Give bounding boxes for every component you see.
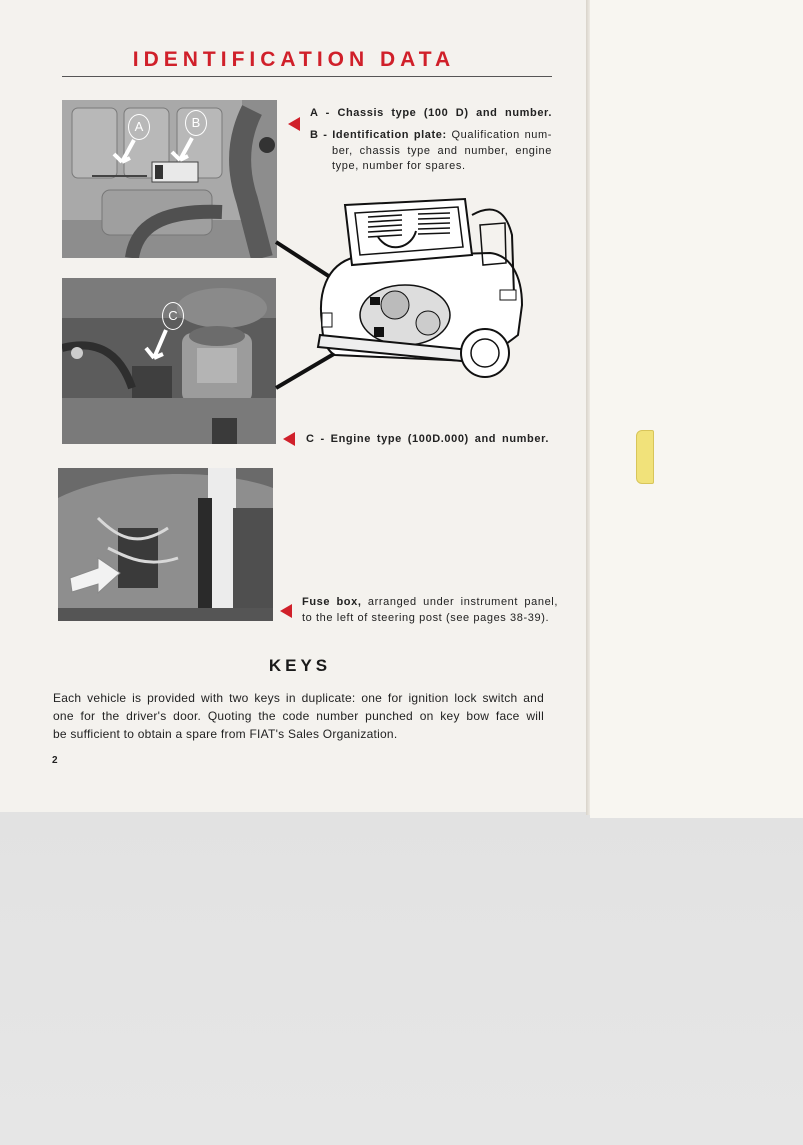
photo-engine bbox=[62, 278, 276, 444]
callout-a-prefix: A - bbox=[310, 107, 338, 119]
marker-a-icon bbox=[288, 117, 300, 131]
callout-fuse bbox=[302, 595, 558, 626]
callout-a bbox=[310, 106, 552, 122]
label-c-circle: C bbox=[162, 302, 184, 330]
callout-b-line-1: Qualification num- bbox=[451, 129, 553, 141]
callout-c bbox=[306, 432, 549, 448]
photo-chassis-plate bbox=[62, 100, 277, 258]
title-rule bbox=[62, 76, 552, 77]
callout-fuse-line-1: arranged under instrument panel, bbox=[367, 596, 559, 608]
callout-a-label: Chassis type (100 D) and number. bbox=[337, 107, 552, 119]
label-a-circle: A bbox=[128, 114, 150, 140]
page-number: 2 bbox=[52, 755, 58, 766]
callout-b-line-3: type, number for spares. bbox=[332, 160, 466, 172]
keys-line-3: be sufficient to obtain a spare from FIAT's Sales Organization. bbox=[53, 727, 398, 741]
keys-paragraph bbox=[53, 689, 544, 743]
marker-fuse-icon bbox=[280, 604, 292, 618]
photo-fuse-box bbox=[58, 468, 273, 621]
callout-b-prefix: B - bbox=[310, 129, 333, 141]
callout-fuse-line-2: to the left of steering post (see pages 38-39). bbox=[302, 611, 550, 624]
callout-b-line-2: ber, chassis type and number, engine bbox=[332, 144, 552, 157]
right-page bbox=[590, 0, 803, 818]
keys-line-1: Each vehicle is provided with two keys in duplicate: one for ignition lock switch and bbox=[53, 691, 544, 705]
arrow-pointers bbox=[62, 100, 277, 258]
arrow-pointer-c bbox=[62, 278, 276, 444]
label-b-circle: B bbox=[185, 110, 207, 136]
page-title: IDENTIFICATION DATA bbox=[132, 48, 456, 71]
marker-c-icon bbox=[283, 432, 295, 446]
yellow-tab bbox=[636, 430, 654, 484]
keys-heading: KEYS bbox=[268, 656, 332, 675]
callout-b-label: Identification plate: bbox=[332, 129, 447, 141]
callout-c-prefix: C - bbox=[306, 433, 331, 445]
callout-b bbox=[310, 128, 552, 175]
callout-fuse-label: Fuse box, bbox=[302, 596, 362, 608]
keys-line-2: one for the driver's door. Quoting the code number punched on key bow face will bbox=[53, 709, 544, 723]
car-rear-illustration bbox=[300, 185, 530, 385]
callout-c-label: Engine type (100D.000) and number. bbox=[330, 433, 549, 445]
